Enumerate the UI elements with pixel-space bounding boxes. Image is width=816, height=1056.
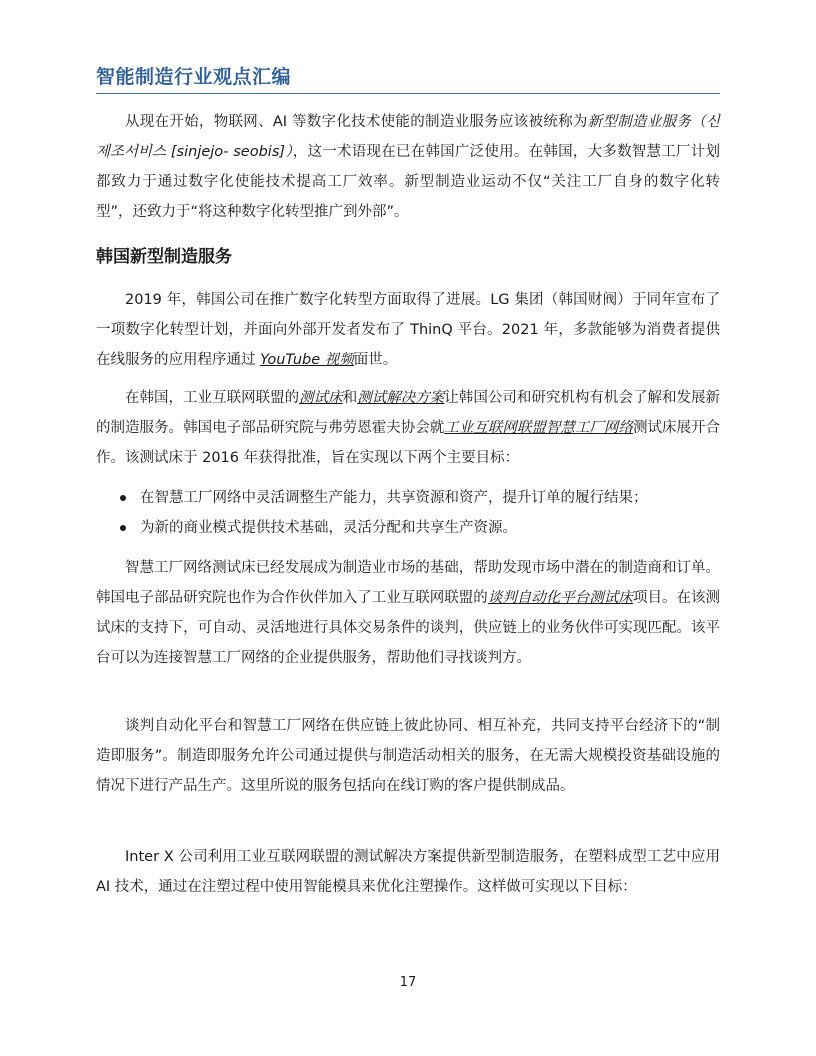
- header-divider: [96, 93, 720, 94]
- intro-text-a: 从现在开始，物联网、AI 等数字化技术使能的制造业服务应该被统称为: [125, 114, 588, 130]
- p5-text: 谈判自动化平台和智慧工厂网络在供应链上彼此协同、相互补充，共同支持平台经济下的“制造即服务”。制造即服务允许公司通过提供与制造活动相关的服务，在无需大规模投资基础设施的情况下进行产品生产。这里所说的服务包括向在线订购的客户提供制成品。: [96, 718, 720, 794]
- p3-text-e: 让韩国公司和研究机构有机会了解和发展新的制造服务。韩国电子部品研究院与弗劳恩霍夫协会就: [96, 390, 721, 436]
- paragraph-lg-digital: [96, 285, 720, 375]
- intro-text-c: ，这一术语现在已在韩国广泛使用。在韩国，大多数智慧工厂计划都致力于通过数字化使能技术提高工厂效率。新型制造业运动不仅“关注工厂自身的数字化转型”，还致力于“将这种数字化转型推广到外部”。: [96, 144, 721, 220]
- paragraph-maas: [96, 711, 720, 801]
- youtube-video-link[interactable]: YouTube 视频: [260, 352, 354, 368]
- p2-text-a: 2019 年，韩国公司在推广数字化转型方面取得了进展。LG 集团（韩国财阀）于同年宣布了一项数字化转型计划，并面向外部开发者发布了 ThinQ 平台。2021 年，多款能够为消费者提供在线服务的应用程序通过: [96, 292, 720, 368]
- p3-text-a: 在韩国，工业互联网联盟的: [125, 390, 300, 406]
- bullet-icon: [120, 495, 126, 501]
- paragraph-iic-testbed: [96, 383, 720, 473]
- paragraph-inter-x: [96, 842, 720, 902]
- p4-text-a: 智慧工厂网络测试床已经发展成为制造业市场的基础，帮助发现市场中潜在的制造商和订单。韩国电子部品研究院也作为合作伙伴加入了工业互联网联盟的: [96, 560, 720, 606]
- intro-term-new-manufacturing-service: 新型制造业服务（신제조서비스 [sinjejo- seobis]）: [96, 114, 720, 160]
- test-solution-link[interactable]: 测试解决方案: [357, 390, 445, 406]
- goals-bullet-list: [96, 483, 720, 543]
- bullet-icon: [120, 525, 126, 531]
- p3-text-g: 测试床展开合作。该测试床于 2016 年获得批准，旨在实现以下两个主要目标：: [96, 420, 721, 466]
- bullet-text: 为新的商业模式提供技术基础，灵活分配和共享生产资源。: [140, 520, 517, 536]
- negotiation-automation-testbed-link[interactable]: 谈判自动化平台测试床: [487, 590, 633, 606]
- paragraph-negotiation-platform: [96, 553, 720, 673]
- list-item: [96, 513, 720, 543]
- p6-text: Inter X 公司利用工业互联网联盟的测试解决方案提供新型制造服务，在塑料成型工艺中应用 AI 技术，通过在注塑过程中使用智能模具来优化注塑操作。这样做可实现以下目标：: [96, 849, 720, 895]
- p2-text-c: 面世。: [353, 352, 398, 368]
- page-number: 17: [399, 975, 417, 990]
- paragraph-intro: [96, 107, 720, 227]
- running-header-title: 智能制造行业观点汇编: [96, 66, 292, 88]
- smart-factory-web-link[interactable]: 工业互联网联盟智慧工厂网络: [444, 420, 633, 436]
- bullet-text: 在智慧工厂网络中灵活调整生产能力，共享资源和资产，提升订单的履行结果；: [140, 490, 648, 506]
- p4-text-c: 项目。在该测试床的支持下，可自动、灵活地进行具体交易条件的谈判，供应链上的业务伙伴可实现匹配。该平台可以为连接智慧工厂网络的企业提供服务，帮助他们寻找谈判方。: [96, 590, 721, 666]
- section-heading: 韩国新型制造服务: [96, 247, 232, 267]
- testbed-link[interactable]: 测试床: [299, 390, 343, 406]
- list-item: [96, 483, 720, 513]
- p3-text-c: 和: [342, 390, 358, 406]
